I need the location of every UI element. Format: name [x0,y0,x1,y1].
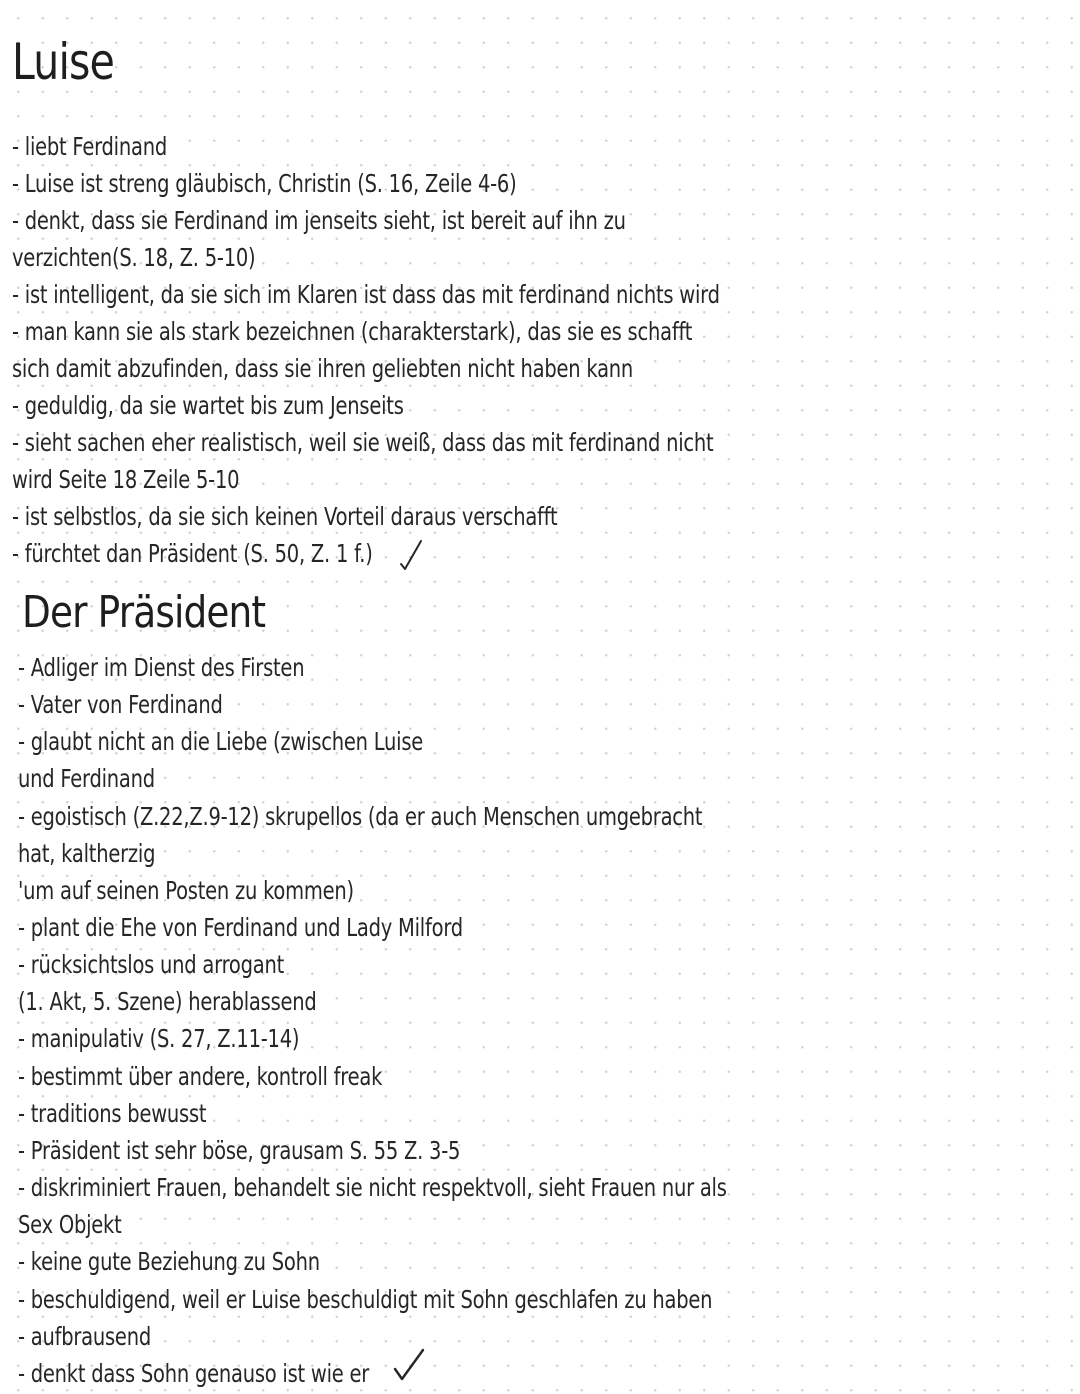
note-line: - Adliger im Dienst des Firsten [18,653,305,682]
section-title-luise: Luise [12,33,114,91]
note-line: - Präsident ist sehr böse, grausam S. 55 Z. 3-5 [18,1136,461,1165]
note-line: - fürchtet dan Präsident (S. 50, Z. 1 f.) [12,539,373,568]
note-line: (1. Akt, 5. Szene) herablassend [18,987,317,1016]
note-line: und Ferdinand [18,764,155,793]
note-line: - Luise ist streng gläubisch, Christin (S. 16, Zeile 4-6) [12,169,517,198]
note-line: - sieht sachen eher realistisch, weil sie weiß, dass das mit ferdinand nicht [12,428,714,457]
note-line: - diskriminiert Frauen, behandelt sie nicht respektvoll, sieht Frauen nur als [18,1173,727,1202]
checkmark-icon [392,1347,426,1383]
note-line: - man kann sie als stark bezeichnen (charakterstark), das sie es schafft [12,317,693,346]
note-line: - denkt, dass sie Ferdinand im jenseits sieht, ist bereit auf ihn zu [12,206,626,235]
note-line: hat, kaltherzig [18,839,156,868]
note-line: - egoistisch (Z.22,Z.9-12) skrupellos (da er auch Menschen umgebracht [18,802,703,831]
checkmark-icon [398,538,424,572]
note-line: - ist intelligent, da sie sich im Klaren ist dass das mit ferdinand nichts wird [12,280,720,309]
note-line: - aufbrausend [18,1322,151,1351]
note-line: - rücksichtslos und arrogant [18,950,285,979]
note-line: Sex Objekt [18,1210,122,1239]
note-line: verzichten(S. 18, Z. 5-10) [12,243,256,272]
note-line: - ist selbstlos, da sie sich keinen Vorteil daraus verschafft [12,502,558,531]
note-line: - liebt Ferdinand [12,132,167,161]
note-line: - glaubt nicht an die Liebe (zwischen Luise [18,727,424,756]
note-line: 'um auf seinen Posten zu kommen) [18,876,354,905]
note-line: wird Seite 18 Zeile 5-10 [12,465,240,494]
note-line: - geduldig, da sie wartet bis zum Jenseits [12,391,404,420]
note-line: sich damit abzufinden, dass sie ihren geliebten nicht haben kann [12,354,634,383]
note-line: - bestimmt über andere, kontroll freak [18,1062,383,1091]
note-line: - keine gute Beziehung zu Sohn [18,1247,320,1276]
note-line: - denkt dass Sohn genauso ist wie er [18,1359,370,1388]
note-line: - manipulativ (S. 27, Z.11-14) [18,1024,300,1053]
note-line: - beschuldigend, weil er Luise beschuldigt mit Sohn geschlafen zu haben [18,1285,713,1314]
note-line: - traditions bewusst [18,1099,207,1128]
note-line: - plant die Ehe von Ferdinand und Lady Milford [18,913,463,942]
note-line: - Vater von Ferdinand [18,690,223,719]
section-title-praesident: Der Präsident [22,587,266,638]
